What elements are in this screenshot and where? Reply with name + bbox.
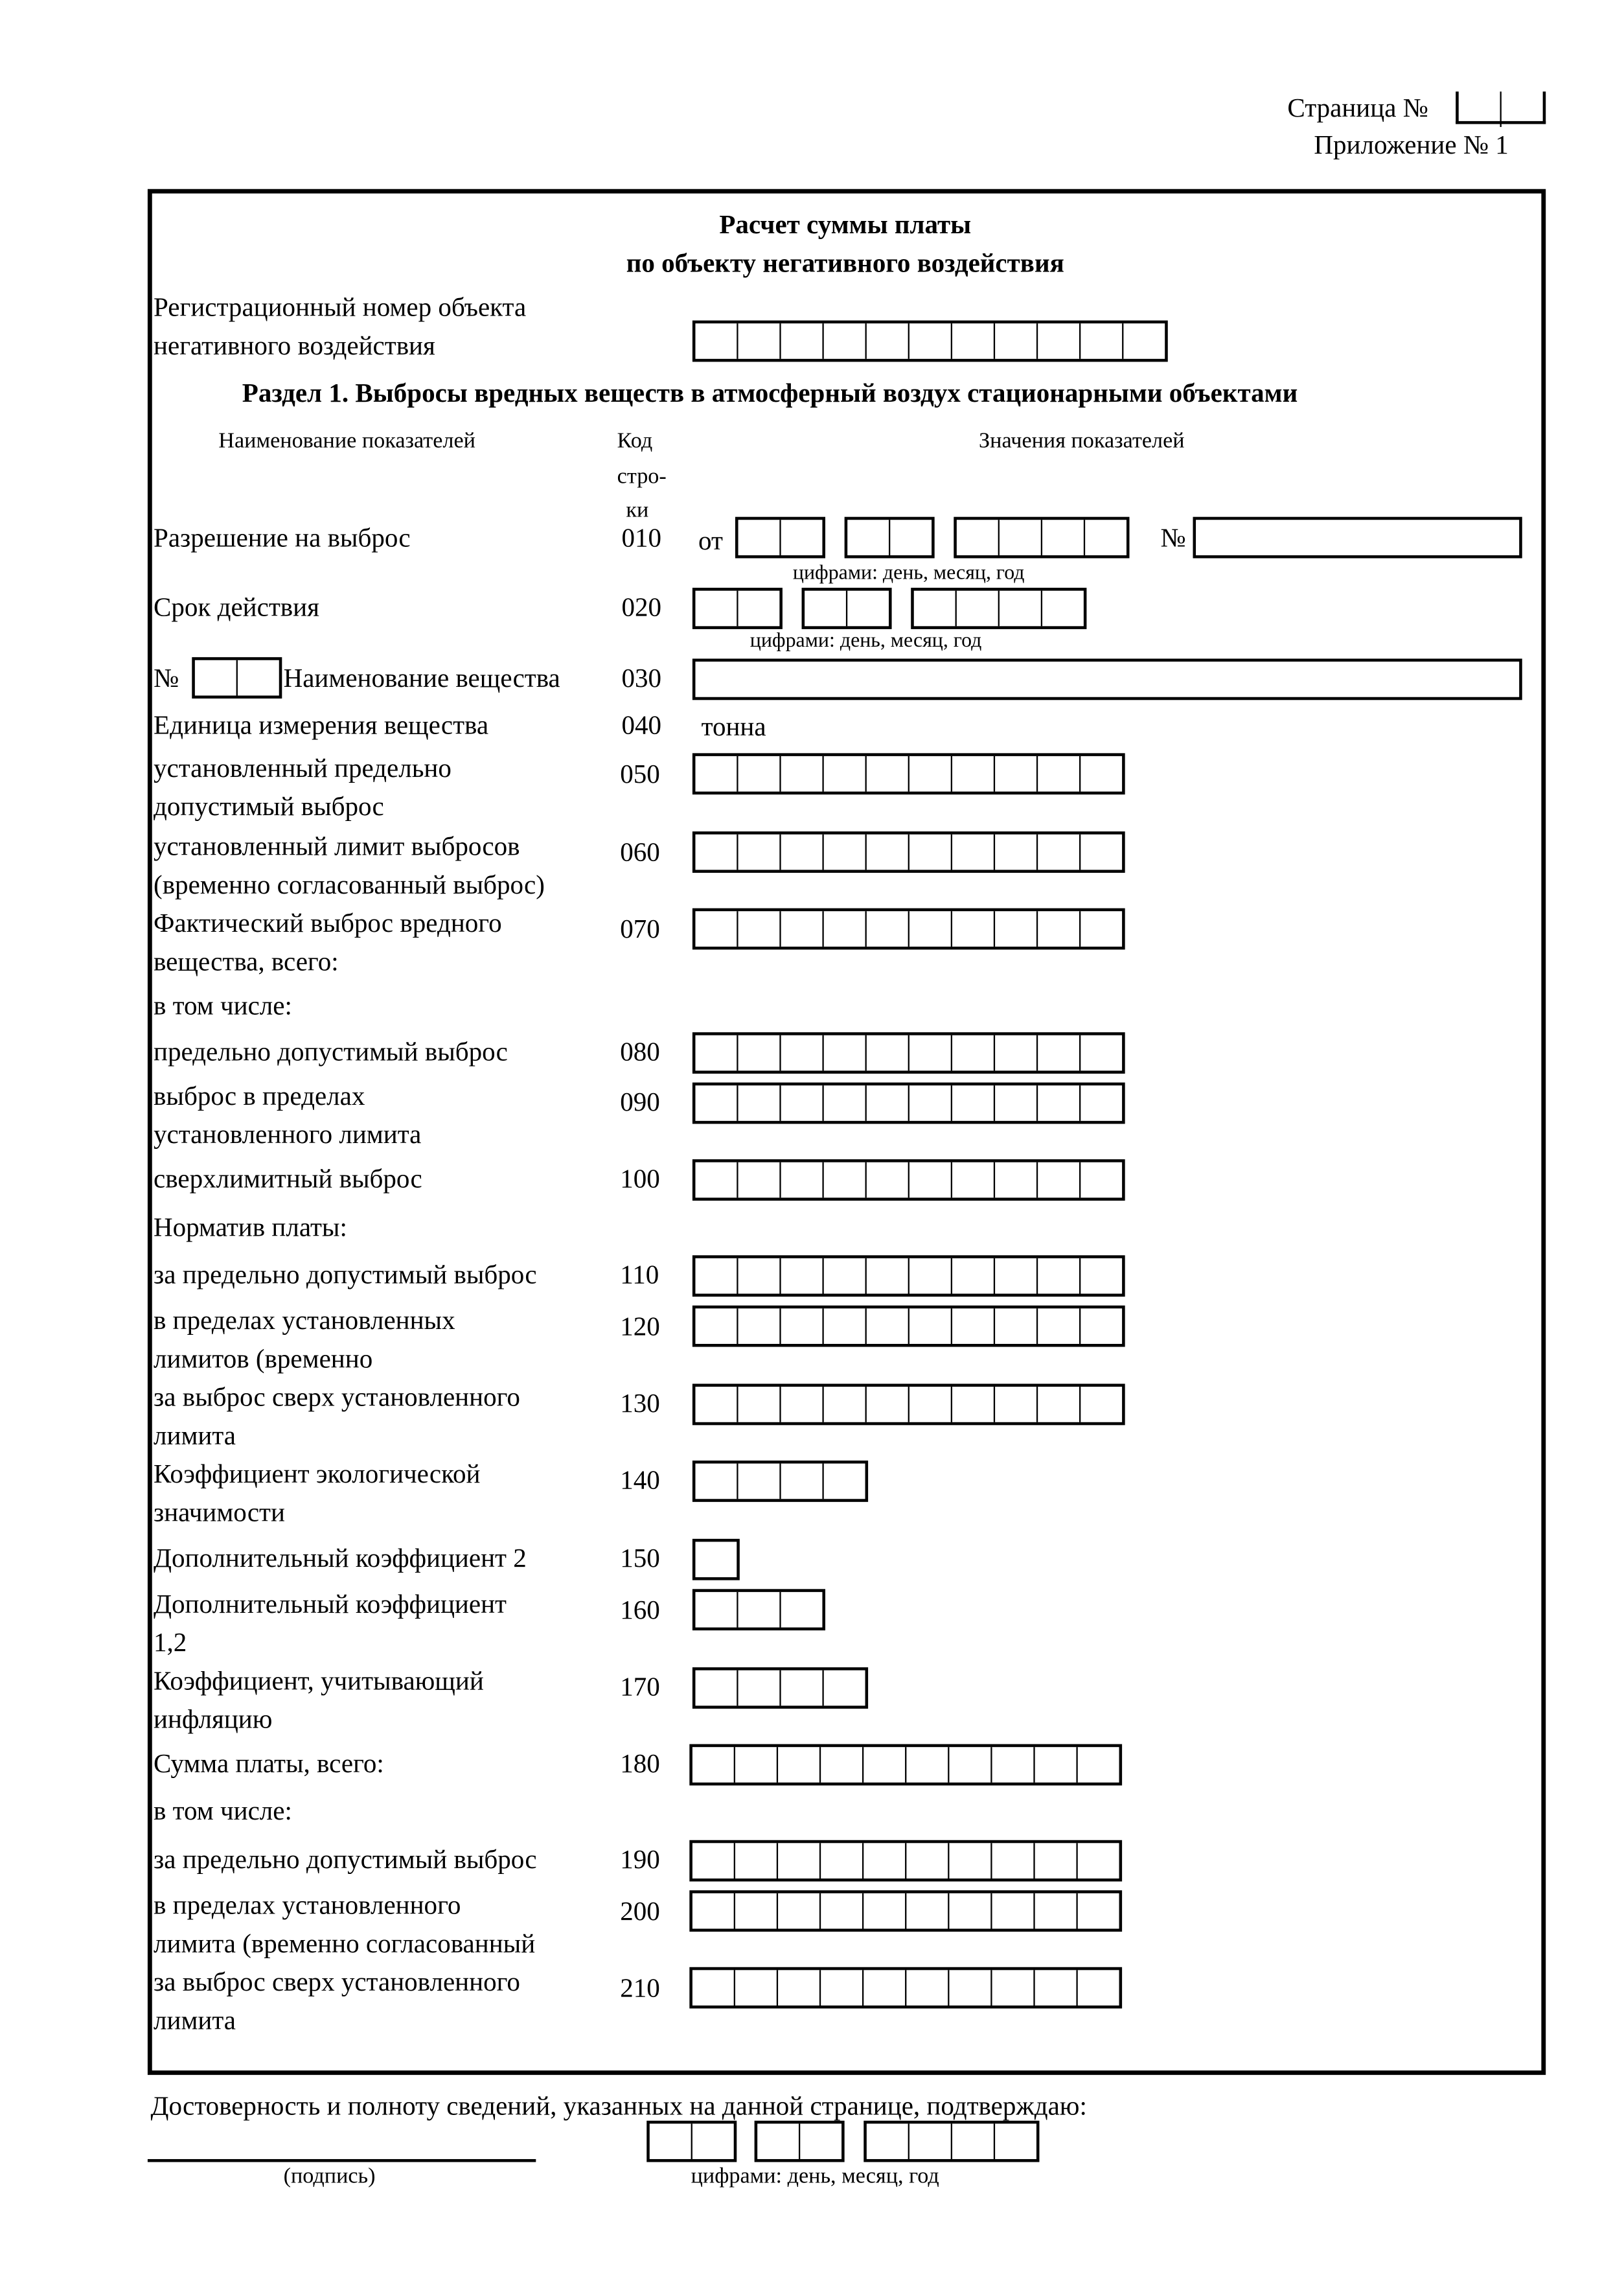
digit-cell[interactable] xyxy=(948,1843,990,1878)
digit-cell[interactable] xyxy=(865,1258,908,1294)
digit-cell[interactable] xyxy=(948,1747,990,1783)
digit-cell[interactable] xyxy=(998,591,1041,627)
confirm-year-input[interactable] xyxy=(863,2121,1039,2162)
digit-cell[interactable] xyxy=(1036,835,1079,870)
row-010-label: Разрешение на выброс xyxy=(154,522,411,553)
row-140-code: 140 xyxy=(620,1464,660,1495)
row-090-label-2: установленного лимита xyxy=(154,1119,422,1150)
digit-cell[interactable] xyxy=(865,756,908,792)
digit-cell[interactable] xyxy=(1033,1747,1076,1783)
rate-label: Норматив платы: xyxy=(154,1212,347,1242)
row-100-code: 100 xyxy=(620,1163,660,1194)
digit-cell[interactable] xyxy=(1079,1258,1122,1294)
row-190-value-input[interactable] xyxy=(689,1840,1122,1882)
digit-cell[interactable] xyxy=(990,1747,1033,1783)
row-010-number-sign: № xyxy=(1160,522,1186,553)
digit-cell[interactable] xyxy=(951,1308,994,1344)
digit-cell[interactable] xyxy=(1041,520,1084,555)
digit-cell[interactable] xyxy=(994,1387,1036,1422)
digit-cell[interactable] xyxy=(777,1970,819,2005)
digit-cell[interactable] xyxy=(695,1592,737,1628)
digit-cell[interactable] xyxy=(695,756,737,792)
digit-cell[interactable] xyxy=(994,756,1036,792)
substance-name-input[interactable] xyxy=(692,658,1522,700)
digit-cell[interactable] xyxy=(1036,1258,1079,1294)
col-header-values: Значения показателей xyxy=(979,430,1185,454)
row-200-label: в пределах установленного xyxy=(154,1890,461,1920)
digit-cell[interactable] xyxy=(737,835,779,870)
signature-line[interactable] xyxy=(148,2159,536,2162)
digit-cell[interactable] xyxy=(734,1843,777,1878)
row-030-code: 030 xyxy=(621,663,662,693)
row-120-label-2: лимитов (временно xyxy=(154,1343,373,1374)
digit-cell[interactable] xyxy=(822,1308,865,1344)
row-190-code: 190 xyxy=(620,1844,660,1875)
permit-year-input[interactable] xyxy=(954,517,1129,559)
digit-cell[interactable] xyxy=(1033,1893,1076,1929)
digit-cell[interactable] xyxy=(1076,1893,1119,1929)
row-180-label: Сумма платы, всего: xyxy=(154,1748,384,1779)
digit-cell[interactable] xyxy=(691,2123,734,2159)
row-050-value-input[interactable] xyxy=(692,753,1125,794)
row-130-value-input[interactable] xyxy=(692,1384,1125,1426)
digit-cell[interactable] xyxy=(1084,520,1127,555)
row-060-label-2: (временно согласованный выброс) xyxy=(154,870,545,899)
row-120-code: 120 xyxy=(620,1311,660,1341)
digit-cell[interactable] xyxy=(908,1258,951,1294)
digit-cell[interactable] xyxy=(862,1893,905,1929)
digit-cell[interactable] xyxy=(1076,1747,1119,1783)
permit-month-input[interactable] xyxy=(845,517,935,559)
digit-cell[interactable] xyxy=(1036,323,1079,359)
row-160-value-input[interactable] xyxy=(692,1589,825,1630)
digit-cell[interactable] xyxy=(1079,1162,1122,1198)
digit-cell[interactable] xyxy=(1036,1035,1079,1071)
digit-cell[interactable] xyxy=(1079,835,1122,870)
digit-cell[interactable] xyxy=(692,1970,734,2005)
digit-cell[interactable] xyxy=(1041,591,1084,627)
digit-cell[interactable] xyxy=(779,1464,822,1499)
digit-cell[interactable] xyxy=(865,1162,908,1198)
row-030-number-sign: № xyxy=(154,663,179,693)
digit-cell[interactable] xyxy=(779,835,822,870)
row-050-label: установленный предельно xyxy=(154,753,452,783)
digit-cell[interactable] xyxy=(1033,1843,1076,1878)
reg-number-label: Регистрационный номер объекта xyxy=(154,292,527,322)
digit-cell[interactable] xyxy=(734,1747,777,1783)
digit-cell[interactable] xyxy=(779,1387,822,1422)
digit-cell[interactable] xyxy=(948,1893,990,1929)
digit-cell[interactable] xyxy=(822,1162,865,1198)
row-100-value-input[interactable] xyxy=(692,1159,1125,1201)
digit-cell[interactable] xyxy=(1079,1308,1122,1344)
row-140-label-2: значимости xyxy=(154,1497,285,1527)
including-label-2: в том числе: xyxy=(154,1796,292,1825)
digit-cell[interactable] xyxy=(865,1085,908,1121)
col-header-code: Код xyxy=(617,430,653,454)
confirmation-text: Достоверность и полноту сведений, указанных на данной странице, подтверждаю: xyxy=(150,2091,1087,2121)
digit-cell[interactable] xyxy=(779,1592,822,1628)
reg-number-input[interactable] xyxy=(692,321,1168,362)
digit-cell[interactable] xyxy=(994,2123,1036,2159)
digit-cell[interactable] xyxy=(862,1747,905,1783)
digit-cell[interactable] xyxy=(738,520,780,555)
digit-cell[interactable] xyxy=(908,835,951,870)
digit-cell[interactable] xyxy=(799,2123,841,2159)
digit-cell[interactable] xyxy=(1036,1085,1079,1121)
signature-caption: (подпись) xyxy=(283,2165,376,2189)
digit-cell[interactable] xyxy=(737,1387,779,1422)
digit-cell[interactable] xyxy=(865,1308,908,1344)
digit-cell[interactable] xyxy=(1079,756,1122,792)
row-010-code: 010 xyxy=(621,522,662,553)
row-120-label: в пределах установленных xyxy=(154,1305,455,1335)
digit-cell[interactable] xyxy=(695,1162,737,1198)
digit-cell[interactable] xyxy=(846,591,889,627)
digit-cell[interactable] xyxy=(692,1843,734,1878)
digit-cell[interactable] xyxy=(865,1035,908,1071)
digit-cell[interactable] xyxy=(951,2123,994,2159)
row-040-value: тонна xyxy=(701,711,766,742)
digit-cell[interactable] xyxy=(695,1085,737,1121)
digit-cell[interactable] xyxy=(777,1843,819,1878)
digit-cell[interactable] xyxy=(737,1592,779,1628)
row-060-code: 060 xyxy=(620,837,660,867)
digit-cell[interactable] xyxy=(779,911,822,947)
digit-cell[interactable] xyxy=(734,1893,777,1929)
digit-cell[interactable] xyxy=(695,1387,737,1422)
digit-cell[interactable] xyxy=(1079,1035,1122,1071)
digit-cell[interactable] xyxy=(737,911,779,947)
section-heading: Раздел 1. Выбросы вредных веществ в атмосферный воздух стационарными объектами xyxy=(242,378,1298,408)
digit-cell[interactable] xyxy=(957,520,998,555)
digit-cell[interactable] xyxy=(889,520,932,555)
digit-cell[interactable] xyxy=(822,1258,865,1294)
digit-cell[interactable] xyxy=(1459,91,1500,127)
digit-cell[interactable] xyxy=(737,756,779,792)
row-070-value-input[interactable] xyxy=(692,908,1125,950)
row-210-label: за выброс сверх установленного xyxy=(154,1967,520,1997)
digit-cell[interactable] xyxy=(951,1387,994,1422)
digit-cell[interactable] xyxy=(905,1747,948,1783)
row-210-label-2: лимита xyxy=(154,2005,236,2035)
row-210-code: 210 xyxy=(620,1972,660,2003)
row-160-label: Дополнительный коэффициент xyxy=(154,1589,507,1619)
digit-cell[interactable] xyxy=(819,1843,862,1878)
digit-cell[interactable] xyxy=(914,591,955,627)
digit-cell[interactable] xyxy=(865,1387,908,1422)
page-number-label: Страница № xyxy=(1287,93,1428,123)
digit-cell[interactable] xyxy=(692,1747,734,1783)
row-190-label: за предельно допустимый выброс xyxy=(154,1844,537,1875)
row-150-label: Дополнительный коэффициент 2 xyxy=(154,1543,527,1573)
digit-cell[interactable] xyxy=(865,835,908,870)
digit-cell[interactable] xyxy=(1036,756,1079,792)
digit-cell[interactable] xyxy=(695,835,737,870)
digit-cell[interactable] xyxy=(862,1970,905,2005)
digit-cell[interactable] xyxy=(905,1970,948,2005)
digit-cell[interactable] xyxy=(195,660,236,696)
digit-cell[interactable] xyxy=(951,1085,994,1121)
row-060-value-input[interactable] xyxy=(692,831,1125,873)
digit-cell[interactable] xyxy=(737,323,779,359)
digit-cell[interactable] xyxy=(1122,323,1165,359)
row-200-value-input[interactable] xyxy=(689,1890,1122,1932)
digit-cell[interactable] xyxy=(737,1464,779,1499)
row-080-value-input[interactable] xyxy=(692,1032,1125,1074)
digit-cell[interactable] xyxy=(737,1085,779,1121)
row-160-code: 160 xyxy=(620,1595,660,1625)
digit-cell[interactable] xyxy=(908,1308,951,1344)
digit-cell[interactable] xyxy=(822,1464,865,1499)
row-130-code: 130 xyxy=(620,1388,660,1418)
digit-cell[interactable] xyxy=(819,1893,862,1929)
digit-cell[interactable] xyxy=(908,756,951,792)
digit-cell[interactable] xyxy=(908,323,951,359)
row-080-label: предельно допустимый выброс xyxy=(154,1036,508,1067)
digit-cell[interactable] xyxy=(737,1258,779,1294)
digit-cell[interactable] xyxy=(994,323,1036,359)
digit-cell[interactable] xyxy=(1033,1970,1076,2005)
digit-cell[interactable] xyxy=(994,835,1036,870)
row-140-label: Коэффициент экологической xyxy=(154,1459,481,1489)
row-040-label: Единица измерения вещества xyxy=(154,710,489,740)
digit-cell[interactable] xyxy=(990,1843,1033,1878)
digit-cell[interactable] xyxy=(695,1464,737,1499)
confirm-day-input[interactable] xyxy=(646,2121,737,2162)
confirm-date-caption: цифрами: день, месяц, год xyxy=(691,2165,939,2189)
digit-cell[interactable] xyxy=(737,1670,779,1706)
digit-cell[interactable] xyxy=(951,756,994,792)
row-180-value-input[interactable] xyxy=(689,1744,1122,1786)
digit-cell[interactable] xyxy=(1076,1843,1119,1878)
row-050-code: 050 xyxy=(620,759,660,789)
row-070-label-2: вещества, всего: xyxy=(154,946,339,977)
row-020-code: 020 xyxy=(621,592,662,622)
digit-cell[interactable] xyxy=(908,1035,951,1071)
row-070-code: 070 xyxy=(620,914,660,944)
appendix-label: Приложение № 1 xyxy=(1314,130,1509,160)
digit-cell[interactable] xyxy=(695,1670,737,1706)
row-060-label: установленный лимит выбросов xyxy=(154,831,520,861)
digit-cell[interactable] xyxy=(695,1308,737,1344)
digit-cell[interactable] xyxy=(737,591,779,627)
digit-cell[interactable] xyxy=(695,591,737,627)
digit-cell[interactable] xyxy=(822,1035,865,1071)
digit-cell[interactable] xyxy=(734,1970,777,2005)
digit-cell[interactable] xyxy=(779,1035,822,1071)
digit-cell[interactable] xyxy=(1036,911,1079,947)
digit-cell[interactable] xyxy=(908,1162,951,1198)
digit-cell[interactable] xyxy=(994,911,1036,947)
digit-cell[interactable] xyxy=(737,1308,779,1344)
row-100-label: сверхлимитный выброс xyxy=(154,1163,422,1194)
digit-cell[interactable] xyxy=(990,1970,1033,2005)
digit-cell[interactable] xyxy=(695,1035,737,1071)
digit-cell[interactable] xyxy=(236,660,279,696)
row-150-code: 150 xyxy=(620,1543,660,1573)
digit-cell[interactable] xyxy=(757,2123,799,2159)
including-label-1: в том числе: xyxy=(154,991,292,1021)
row-080-code: 080 xyxy=(620,1036,660,1067)
digit-cell[interactable] xyxy=(695,1258,737,1294)
digit-cell[interactable] xyxy=(692,1893,734,1929)
digit-cell[interactable] xyxy=(908,911,951,947)
row-200-code: 200 xyxy=(620,1896,660,1926)
row-090-code: 090 xyxy=(620,1087,660,1116)
row-160-label-2: 1,2 xyxy=(154,1627,187,1658)
digit-cell[interactable] xyxy=(994,1085,1036,1121)
digit-cell[interactable] xyxy=(951,835,994,870)
digit-cell[interactable] xyxy=(779,1258,822,1294)
digit-cell[interactable] xyxy=(951,911,994,947)
row-010-caption: цифрами: день, месяц, год xyxy=(792,562,1025,585)
digit-cell[interactable] xyxy=(948,1970,990,2005)
digit-cell[interactable] xyxy=(905,1893,948,1929)
page-number-input[interactable] xyxy=(1456,91,1546,124)
row-170-label: Коэффициент, учитывающий xyxy=(154,1665,484,1696)
row-130-label: за выброс сверх установленного xyxy=(154,1382,520,1412)
digit-cell[interactable] xyxy=(695,911,737,947)
digit-cell[interactable] xyxy=(1076,1970,1119,2005)
row-130-label-2: лимита xyxy=(154,1420,236,1451)
digit-cell[interactable] xyxy=(779,1162,822,1198)
digit-cell[interactable] xyxy=(822,1085,865,1121)
digit-cell[interactable] xyxy=(737,1162,779,1198)
digit-cell[interactable] xyxy=(998,520,1041,555)
row-110-code: 110 xyxy=(620,1260,659,1289)
row-110-label: за предельно допустимый выброс xyxy=(154,1260,537,1289)
digit-cell[interactable] xyxy=(805,591,846,627)
digit-cell[interactable] xyxy=(779,1308,822,1344)
form-title: Расчет суммы платы xyxy=(719,209,972,240)
digit-cell[interactable] xyxy=(777,1747,819,1783)
digit-cell[interactable] xyxy=(779,756,822,792)
row-090-label: выброс в пределах xyxy=(154,1081,365,1111)
digit-cell[interactable] xyxy=(737,1035,779,1071)
digit-cell[interactable] xyxy=(867,2123,908,2159)
digit-cell[interactable] xyxy=(695,323,737,359)
digit-cell[interactable] xyxy=(650,2123,691,2159)
digit-cell[interactable] xyxy=(822,1387,865,1422)
digit-cell[interactable] xyxy=(822,911,865,947)
row-030-label: Наименование вещества xyxy=(283,663,560,693)
digit-cell[interactable] xyxy=(822,1670,865,1706)
validity-year-input[interactable] xyxy=(911,588,1086,629)
digit-cell[interactable] xyxy=(779,1670,822,1706)
reg-number-label-2: негативного воздействия xyxy=(154,330,435,361)
row-090-value-input[interactable] xyxy=(692,1083,1125,1124)
permit-day-input[interactable] xyxy=(735,517,825,559)
digit-cell[interactable] xyxy=(822,323,865,359)
row-170-label-2: инфляцию xyxy=(154,1704,273,1734)
row-010-from: от xyxy=(698,526,723,555)
digit-cell[interactable] xyxy=(1036,1162,1079,1198)
digit-cell[interactable] xyxy=(951,1258,994,1294)
digit-cell[interactable] xyxy=(822,756,865,792)
digit-cell[interactable] xyxy=(905,1843,948,1878)
validity-month-input[interactable] xyxy=(802,588,892,629)
permit-number-input[interactable] xyxy=(1193,517,1522,559)
digit-cell[interactable] xyxy=(862,1843,905,1878)
digit-cell[interactable] xyxy=(865,911,908,947)
digit-cell[interactable] xyxy=(779,520,822,555)
row-170-code: 170 xyxy=(620,1671,660,1702)
validity-day-input[interactable] xyxy=(692,588,783,629)
digit-cell[interactable] xyxy=(819,1970,862,2005)
digit-cell[interactable] xyxy=(908,1387,951,1422)
digit-cell[interactable] xyxy=(1079,323,1122,359)
digit-cell[interactable] xyxy=(1079,1085,1122,1121)
row-040-code: 040 xyxy=(621,710,662,740)
digit-cell[interactable] xyxy=(779,1085,822,1121)
digit-cell[interactable] xyxy=(951,1035,994,1071)
row-020-caption: цифрами: день, месяц, год xyxy=(749,630,982,653)
digit-cell[interactable] xyxy=(1036,1308,1079,1344)
digit-cell[interactable] xyxy=(994,1035,1036,1071)
digit-cell[interactable] xyxy=(819,1747,862,1783)
digit-cell[interactable] xyxy=(1079,911,1122,947)
digit-cell[interactable] xyxy=(994,1308,1036,1344)
col-header-code-3: ки xyxy=(626,499,649,523)
confirm-month-input[interactable] xyxy=(755,2121,845,2162)
digit-cell[interactable] xyxy=(994,1258,1036,1294)
row-140-value-input[interactable] xyxy=(692,1461,868,1502)
row-150-value-input[interactable] xyxy=(692,1539,740,1580)
digit-cell[interactable] xyxy=(951,1162,994,1198)
digit-cell[interactable] xyxy=(865,323,908,359)
digit-cell[interactable] xyxy=(955,591,998,627)
row-200-label-2: лимита (временно согласованный xyxy=(154,1928,536,1959)
digit-cell[interactable] xyxy=(908,1085,951,1121)
digit-cell[interactable] xyxy=(951,323,994,359)
digit-cell[interactable] xyxy=(1036,1387,1079,1422)
digit-cell[interactable] xyxy=(1500,91,1543,127)
digit-cell[interactable] xyxy=(777,1893,819,1929)
digit-cell[interactable] xyxy=(994,1162,1036,1198)
substance-number-input[interactable] xyxy=(192,657,282,699)
row-180-code: 180 xyxy=(620,1748,660,1779)
row-050-label-2: допустимый выброс xyxy=(154,791,384,822)
row-170-value-input[interactable] xyxy=(692,1667,868,1709)
digit-cell[interactable] xyxy=(908,2123,951,2159)
digit-cell[interactable] xyxy=(847,520,889,555)
col-header-code-2: стро- xyxy=(617,465,667,489)
row-020-label: Срок действия xyxy=(154,592,319,622)
digit-cell[interactable] xyxy=(822,835,865,870)
row-070-label: Фактический выброс вредного xyxy=(154,908,502,938)
digit-cell[interactable] xyxy=(779,323,822,359)
digit-cell[interactable] xyxy=(990,1893,1033,1929)
form-subtitle: по объекту негативного воздействия xyxy=(626,248,1064,278)
digit-cell[interactable] xyxy=(695,1542,737,1577)
digit-cell[interactable] xyxy=(1079,1387,1122,1422)
row-110-value-input[interactable] xyxy=(692,1255,1125,1297)
col-header-name: Наименование показателей xyxy=(218,430,475,454)
row-120-value-input[interactable] xyxy=(692,1306,1125,1347)
row-210-value-input[interactable] xyxy=(689,1967,1122,2009)
